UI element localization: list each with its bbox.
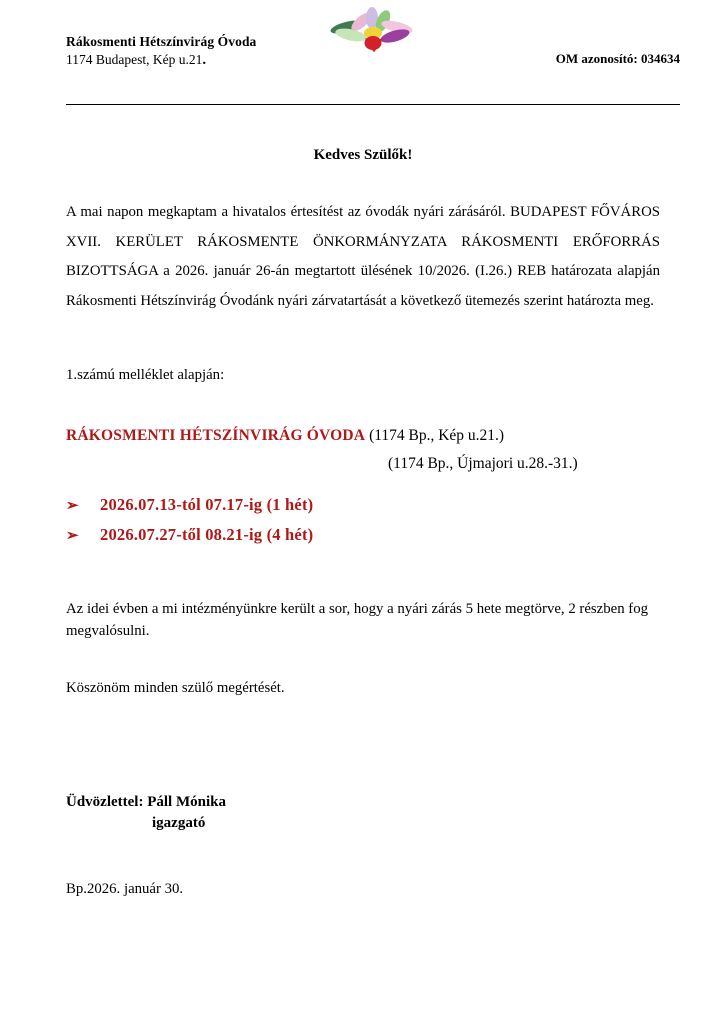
om-identifier: OM azonosító: 034634	[555, 51, 680, 66]
arrow-bullet-icon: ➢	[66, 528, 79, 545]
document-date: Bp.2026. január 30.	[66, 881, 184, 898]
organization-name: Rákosmenti Hétszínvirág Óvoda	[66, 34, 257, 49]
organization-address-text: 1174 Budapest, Kép u.21	[66, 51, 203, 67]
header-divider	[66, 104, 680, 105]
institution-address-secondary: (1174 Bp., Újmajori u.28.-31.)	[388, 455, 578, 473]
organization-address-period: .	[202, 51, 207, 68]
document-header	[66, 0, 680, 102]
list-item	[66, 495, 660, 515]
explanation-paragraph: Az idei évben a mi intézményünkre került a sor, hogy a nyári zárás 5 hete megtörve, 2 részben fog megvalósulni.	[66, 601, 649, 639]
main-paragraph: A mai napon megkaptam a hivatalos értesítést az óvodák nyári zárásáról. BUDAPEST FŐVÁROS XVII. KERÜLET RÁKOSMENTE ÖNKORMÁNYZATA RÁKOSMENTI ERŐFORRÁS BIZOTTSÁGA a 2026. január 26-án megtartott ülésének 10/2026. (I.26.) REB határozata alapján Rákosmenti Hétszínvirág Óvodánk nyári zárvatartását a következő ütemezés szerint határozta meg.	[66, 204, 660, 309]
institution-heading	[66, 424, 660, 447]
closure-period-list	[66, 495, 660, 545]
organization-address	[66, 51, 256, 70]
organization-identity-block	[66, 34, 256, 70]
signature-name: Üdvözlettel: Páll Mónika	[66, 793, 226, 810]
list-item	[66, 525, 660, 545]
signature-role: igazgató	[152, 815, 206, 832]
closure-period-text: 2026.07.27-től 08.21-ig (4 hét)	[100, 525, 314, 545]
document-body	[66, 147, 660, 898]
attachment-reference: 1.számú melléklet alapján:	[66, 367, 225, 384]
arrow-bullet-icon: ➢	[66, 498, 79, 515]
institution-address-primary: (1174 Bp., Kép u.21.)	[365, 427, 505, 445]
salutation: Kedves Szülők!	[313, 147, 413, 163]
thanks-paragraph: Köszönöm minden szülő megértését.	[66, 680, 285, 697]
institution-name: RÁKOSMENTI HÉTSZÍNVIRÁG ÓVODA	[66, 427, 366, 445]
signature-block	[66, 792, 660, 836]
hetszinvirag-flower-logo-icon	[325, 0, 421, 58]
closure-period-text: 2026.07.13-tól 07.17-ig (1 hét)	[100, 495, 314, 515]
